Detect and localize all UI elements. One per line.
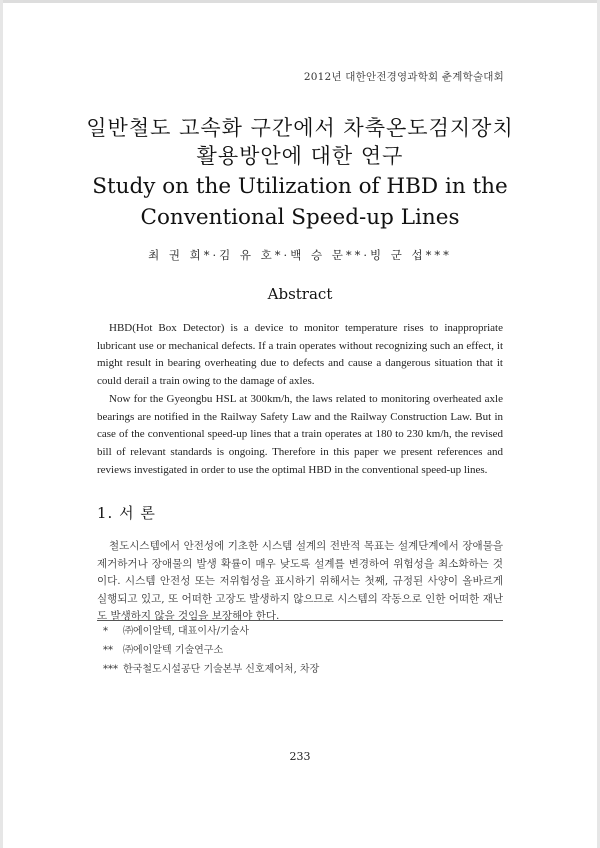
title-english-line-2: Conventional Speed-up Lines [140, 205, 460, 230]
footnote-item [103, 622, 503, 641]
footnote-item [103, 660, 503, 679]
body-paragraph: 철도시스템에서 안전성에 기초한 시스템 설계의 전반적 목표는 설계단계에서 장애물을 제거하거나 장애물의 발생 확률이 매우 낮도록 설계를 변경하여 위험성을 최소화하는 것이다. 시스템 안전성 또는 저위험성을 표시하기 위해서는 첫째, 규정된 사양이 올바르게 실행되고 있고, 또 어떠한 고장도 발생하지 않으므로 시스템의 작동으로 인한 어떠한 재난도 발생하지 않을 것임을 보장해야 한다. [97, 540, 503, 622]
page-frame-top [0, 0, 600, 3]
abstract-paragraph: Now for the Gyeongbu HSL at 300km/h, the laws related to monitoring overheated axle bearings are notified in the Railway Safety Law and the Railway Construction Law. But in case of the conventional speed-up lines that a train operates at 180 to 230 km/h, the revised bill of relevant standards is ongoing. Therefore in this paper we present references and reviews investigated in order to use the optimal HBD in the conventional speed-up lines. [97, 392, 503, 476]
abstract-body [97, 320, 503, 479]
title-english-line-1: Study on the Utilization of HBD in the [92, 174, 508, 199]
title-block [0, 114, 600, 232]
footnotes [103, 622, 503, 679]
footnote-mark: *** [103, 664, 118, 675]
author-list: 최 권 희*·김 유 호*·백 승 문**·빙 군 섭*** [148, 248, 452, 262]
footnote-text: 한국철도시설공단 기술본부 신호제어처, 차장 [123, 664, 320, 675]
footnote-mark: ** [103, 645, 113, 656]
footnote-text: ㈜에이알텍, 대표이사/기술사 [123, 626, 249, 637]
title-korean-line-2: 활용방안에 대한 연구 [196, 144, 404, 168]
section-heading: 1. 서 론 [97, 504, 156, 522]
footnote-divider [97, 620, 503, 621]
footnote-text: ㈜에이알텍 기술연구소 [123, 645, 224, 656]
section-body [97, 538, 503, 626]
footnote-item [103, 641, 503, 660]
abstract-heading: Abstract [267, 285, 333, 303]
running-head: 2012년 대한안전경영과학회 춘계학술대회 [303, 71, 504, 83]
title-korean-line-1: 일반철도 고속화 구간에서 차축온도검지장치 [86, 116, 514, 140]
footnote-mark: * [103, 626, 108, 637]
page-number: 233 [289, 750, 311, 763]
abstract-paragraph: HBD(Hot Box Detector) is a device to monitor temperature rises to inappropriate lubricant use or mechanical defects. If a train operates without recognizing such an effect, it might result in bearing overheating due to defects and cause a dangerous situation that it could derail a train owing to the damage of axles. [97, 322, 503, 388]
